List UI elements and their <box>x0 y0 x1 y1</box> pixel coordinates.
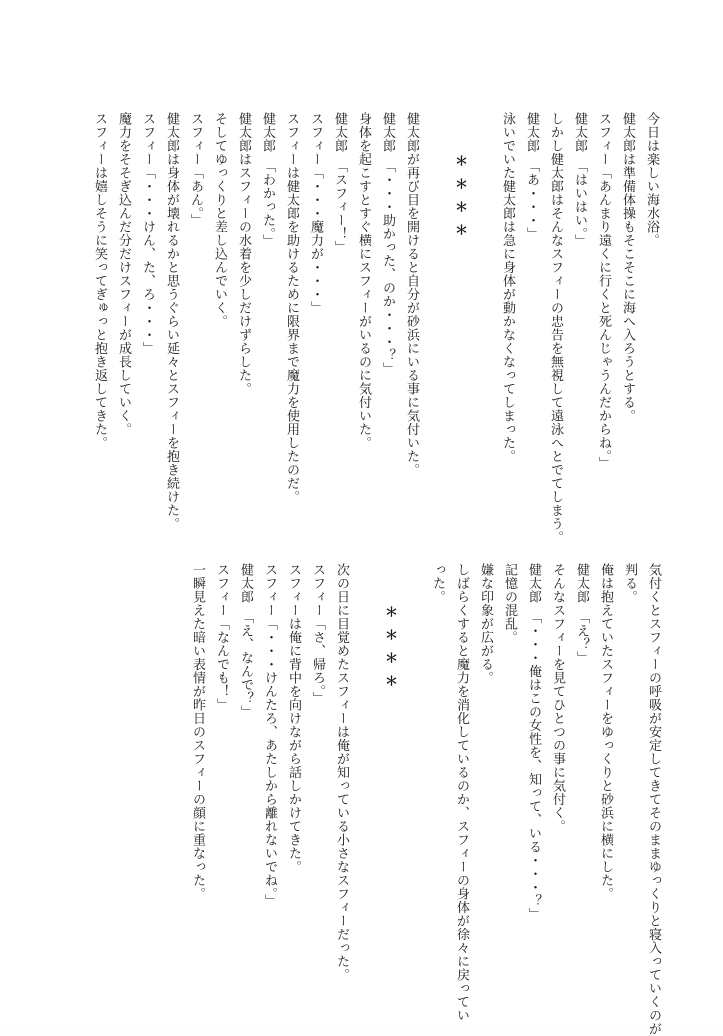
text-line: 健太郎 「え？」 <box>574 563 589 665</box>
text-line: 泳いでいた健太郎は急に身体が動かなくなってしまった。 <box>500 112 515 463</box>
text-line: スフィー「あんまり遠くに行くと死んじゃうんだからね。」 <box>596 112 611 470</box>
text-line: 健太郎 「わかった。」 <box>260 112 275 248</box>
text-line: 健太郎 「・・・助かった、のか・・・？」 <box>380 112 395 376</box>
text-line: スフィー「・・・けん、た、ろ・・・」 <box>140 112 155 355</box>
text-line: 健太郎 「え、なんで？」 <box>238 563 253 719</box>
text-line: 次の日に目覚めたスフィーは俺が知っている小さなスフィーだった。 <box>334 563 349 982</box>
text-line: 俺は抱えていたスフィーをゆっくりと砂浜に横にした。 <box>598 563 613 901</box>
text-line: 健太郎は身体が壊れるかと思うぐらい延々とスフィーを抱き続けた。 <box>164 112 179 531</box>
text-line: 魔力をそそぎ込んだ分だけスフィーが成長していく。 <box>116 112 131 436</box>
text-line: 今日は楽しい海水浴。 <box>644 112 659 247</box>
text-line: 健太郎 「はいはい。」 <box>572 112 587 248</box>
text-line: スフィーは健太郎を助けるために限界まで魔力を使用したのだ。 <box>284 112 299 504</box>
scene-break: ＊＊＊＊ <box>382 605 397 697</box>
text-line: 嫌な印象が広がる。 <box>478 563 493 685</box>
text-line: 一瞬見えた暗い表情が昨日のスフィーの顔に重なった。 <box>190 563 205 901</box>
text-line: 健太郎 「・・・俺はこの女性を、知って、いる・・・？」 <box>526 563 541 921</box>
text-line: スフィー「・・・けんたろ、あたしから離れないでね。」 <box>262 563 277 908</box>
blank-line <box>423 112 447 532</box>
text-line: 健太郎が再び目を開けると自分が砂浜にいる事に気付いた。 <box>404 112 419 477</box>
text-line: そんなスフィーを見てひとつの事に気付く。 <box>550 563 565 833</box>
text-line: スフィー「なんでも！」 <box>214 563 229 712</box>
text-line: しばらくすると魔力を消化しているのか、スフィーの身体が徐々に戻ってい <box>454 563 469 1022</box>
text-line: スフィー「・・・魔力が・・・」 <box>308 112 323 315</box>
text-line: 健太郎は準備体操もそこそこに海へ入ろうとする。 <box>620 112 635 423</box>
story-text-lower <box>185 563 665 1036</box>
text-line: スフィー「あん。」 <box>188 112 203 227</box>
text-line: 記憶の混乱。 <box>502 563 517 644</box>
text-line: った。 <box>430 563 445 604</box>
blank-line <box>401 563 425 983</box>
text-line: スフィー「さ、帰ろ。」 <box>310 563 325 705</box>
text-line: 気付くとスフィーの呼吸が安定してきてそのままゆっくりと寝入っていくのが <box>646 563 661 1036</box>
text-line: 身体を起こすとすぐ横にスフィーがいるのに気付いた。 <box>356 112 371 450</box>
scene-break: ＊＊＊＊ <box>452 154 467 246</box>
text-line: 健太郎 「スフィー！」 <box>332 112 347 254</box>
story-text-upper <box>87 112 663 544</box>
text-line: そしてゆっくりと差し込んでいく。 <box>212 112 227 328</box>
text-line: 判る。 <box>622 563 637 604</box>
text-line: 健太郎 「あ・・・」 <box>524 112 539 241</box>
text-line: スフィーは嬉しそうに笑ってぎゅっと抱き返してきた。 <box>92 112 107 450</box>
text-line: しかし健太郎はそんなスフィーの忠告を無視して遠泳へとでてしまう。 <box>548 112 563 544</box>
text-line: 健太郎はスフィーの水着を少しだけずらした。 <box>236 112 251 396</box>
blank-line <box>353 563 377 983</box>
text-line: スフィーは俺に背中を向けながら話しかけてきた。 <box>286 563 301 874</box>
blank-line <box>471 112 495 532</box>
